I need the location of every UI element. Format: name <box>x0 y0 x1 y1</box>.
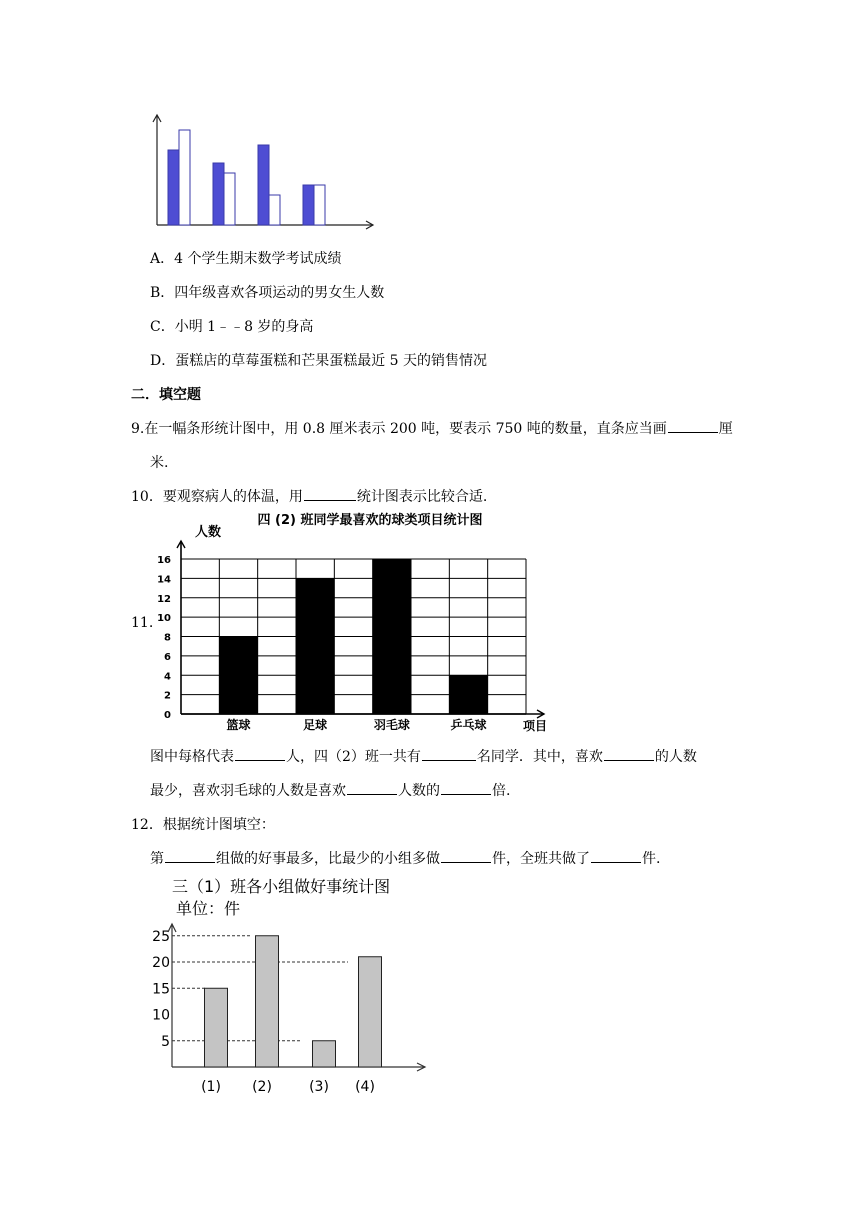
q11-blank-4[interactable] <box>347 780 397 795</box>
q11-line2 <box>150 780 510 800</box>
q12-y-tick: 10 <box>152 1007 170 1024</box>
q11-l1-t4: 的人数 <box>654 749 697 765</box>
q12-title: 12．根据统计图填空： <box>131 817 275 833</box>
q12-bar <box>359 957 382 1067</box>
q9-unit: 厘 <box>718 421 733 437</box>
q12-category-label: (2) <box>252 1079 272 1095</box>
q11-category-label: 足球 <box>303 718 328 732</box>
q11-blank-5[interactable] <box>441 780 491 795</box>
q11-l1-t3: 名同学．其中，喜欢 <box>476 749 603 765</box>
q8-bar <box>314 185 325 225</box>
q8-option-d: D．蛋糕店的草莓蛋糕和芒果蛋糕最近 5 天的销售情况 <box>150 353 488 369</box>
q11-ylabel: 人数 <box>195 525 222 540</box>
q11-bar <box>296 578 334 714</box>
q10-blank[interactable] <box>304 486 356 501</box>
q12-t3: 件，全班共做了 <box>492 851 590 867</box>
q11-y-tick: 10 <box>157 613 171 625</box>
q10-after: 统计图表示比较合适. <box>356 489 488 505</box>
q11-line1 <box>150 746 697 766</box>
q11-l1-t2: 人，四（2）班一共有 <box>286 749 421 765</box>
q12-unit: 单位：件 <box>176 899 241 918</box>
q9-blank[interactable] <box>668 418 718 433</box>
q11-y-tick: 4 <box>164 671 171 683</box>
q12-line <box>150 848 660 868</box>
q12-blank-3[interactable] <box>591 848 641 863</box>
q12-bar <box>256 936 279 1067</box>
q12-t4: 件. <box>642 851 661 867</box>
q9-line2: 米. <box>150 455 169 471</box>
q11-blank-1[interactable] <box>235 746 285 761</box>
q12-chart-title: 三（1）班各小组做好事统计图 <box>172 877 391 896</box>
q12-bar <box>205 988 228 1067</box>
q8-option-c: C．小明 1﹣﹣8 岁的身高 <box>150 319 314 335</box>
q12-t1: 第 <box>150 851 164 867</box>
q12-y-tick: 15 <box>152 981 170 998</box>
q9-line1 <box>131 418 733 438</box>
q12-bar <box>313 1041 336 1067</box>
q11-l2-t1: 最少，喜欢羽毛球的人数是喜欢 <box>150 783 346 799</box>
q11-l2-t3: 倍. <box>492 783 511 799</box>
q12-bar-chart <box>150 872 435 1097</box>
q11-bar <box>373 559 411 714</box>
q12-blank-1[interactable] <box>165 848 215 863</box>
q11-y-tick: 12 <box>157 593 171 605</box>
q11-bar <box>219 637 257 715</box>
q11-y-tick: 6 <box>164 651 171 663</box>
q11-l1-t1: 图中每格代表 <box>150 749 234 765</box>
q11-blank-3[interactable] <box>604 746 654 761</box>
q8-bar <box>179 130 190 225</box>
q11-l2-t2: 人数的 <box>398 783 440 799</box>
q11-y-tick: 16 <box>157 555 171 566</box>
q11-category-label: 羽毛球 <box>373 718 410 732</box>
section-title: 二．填空题 <box>131 387 201 403</box>
q8-bar <box>168 150 179 225</box>
q8-bar <box>303 185 314 225</box>
q12-y-tick: 20 <box>152 955 170 971</box>
q11-y-tick: 0 <box>164 710 171 721</box>
q11-y-tick: 2 <box>164 690 171 702</box>
q8-bar <box>213 163 224 225</box>
q11-category-label: 乒乓球 <box>450 718 487 732</box>
q8-bar-chart <box>145 110 380 235</box>
q10-before: 10．要观察病人的体温，用 <box>131 489 303 505</box>
q8-bar <box>224 173 235 225</box>
q11-number: 11. <box>131 615 154 631</box>
q11-blank-2[interactable] <box>422 746 476 761</box>
q8-bar <box>269 195 280 225</box>
q12-y-tick: 25 <box>152 928 170 945</box>
q12-category-label: (1) <box>201 1079 221 1095</box>
q12-blank-2[interactable] <box>441 848 491 863</box>
q9-text: 9.在一幅条形统计图中，用 0.8 厘米表示 200 吨，要表示 750 吨的数量，直条应当画 <box>131 421 667 437</box>
q8-option-a: A．4 个学生期末数学考试成绩 <box>150 251 342 267</box>
q12-category-label: (4) <box>355 1079 375 1095</box>
q8-option-b: B．四年级喜欢各项运动的男女生人数 <box>150 285 385 301</box>
q11-xlabel: 项目 <box>523 719 548 733</box>
q12-y-tick: 5 <box>161 1033 170 1050</box>
q8-bar <box>258 145 269 225</box>
q10-line <box>131 486 487 506</box>
q11-y-tick: 14 <box>157 574 171 586</box>
q12-category-label: (3) <box>309 1079 329 1095</box>
q12-t2: 组做的好事最多，比最少的小组多做 <box>216 851 440 867</box>
q11-chart-title: 四 (2) 班同学最喜欢的球类项目统计图 <box>257 513 483 528</box>
q11-bar-chart <box>155 508 555 736</box>
q11-bar <box>449 675 487 714</box>
q11-category-label: 篮球 <box>226 718 251 732</box>
q11-y-tick: 8 <box>164 632 171 644</box>
